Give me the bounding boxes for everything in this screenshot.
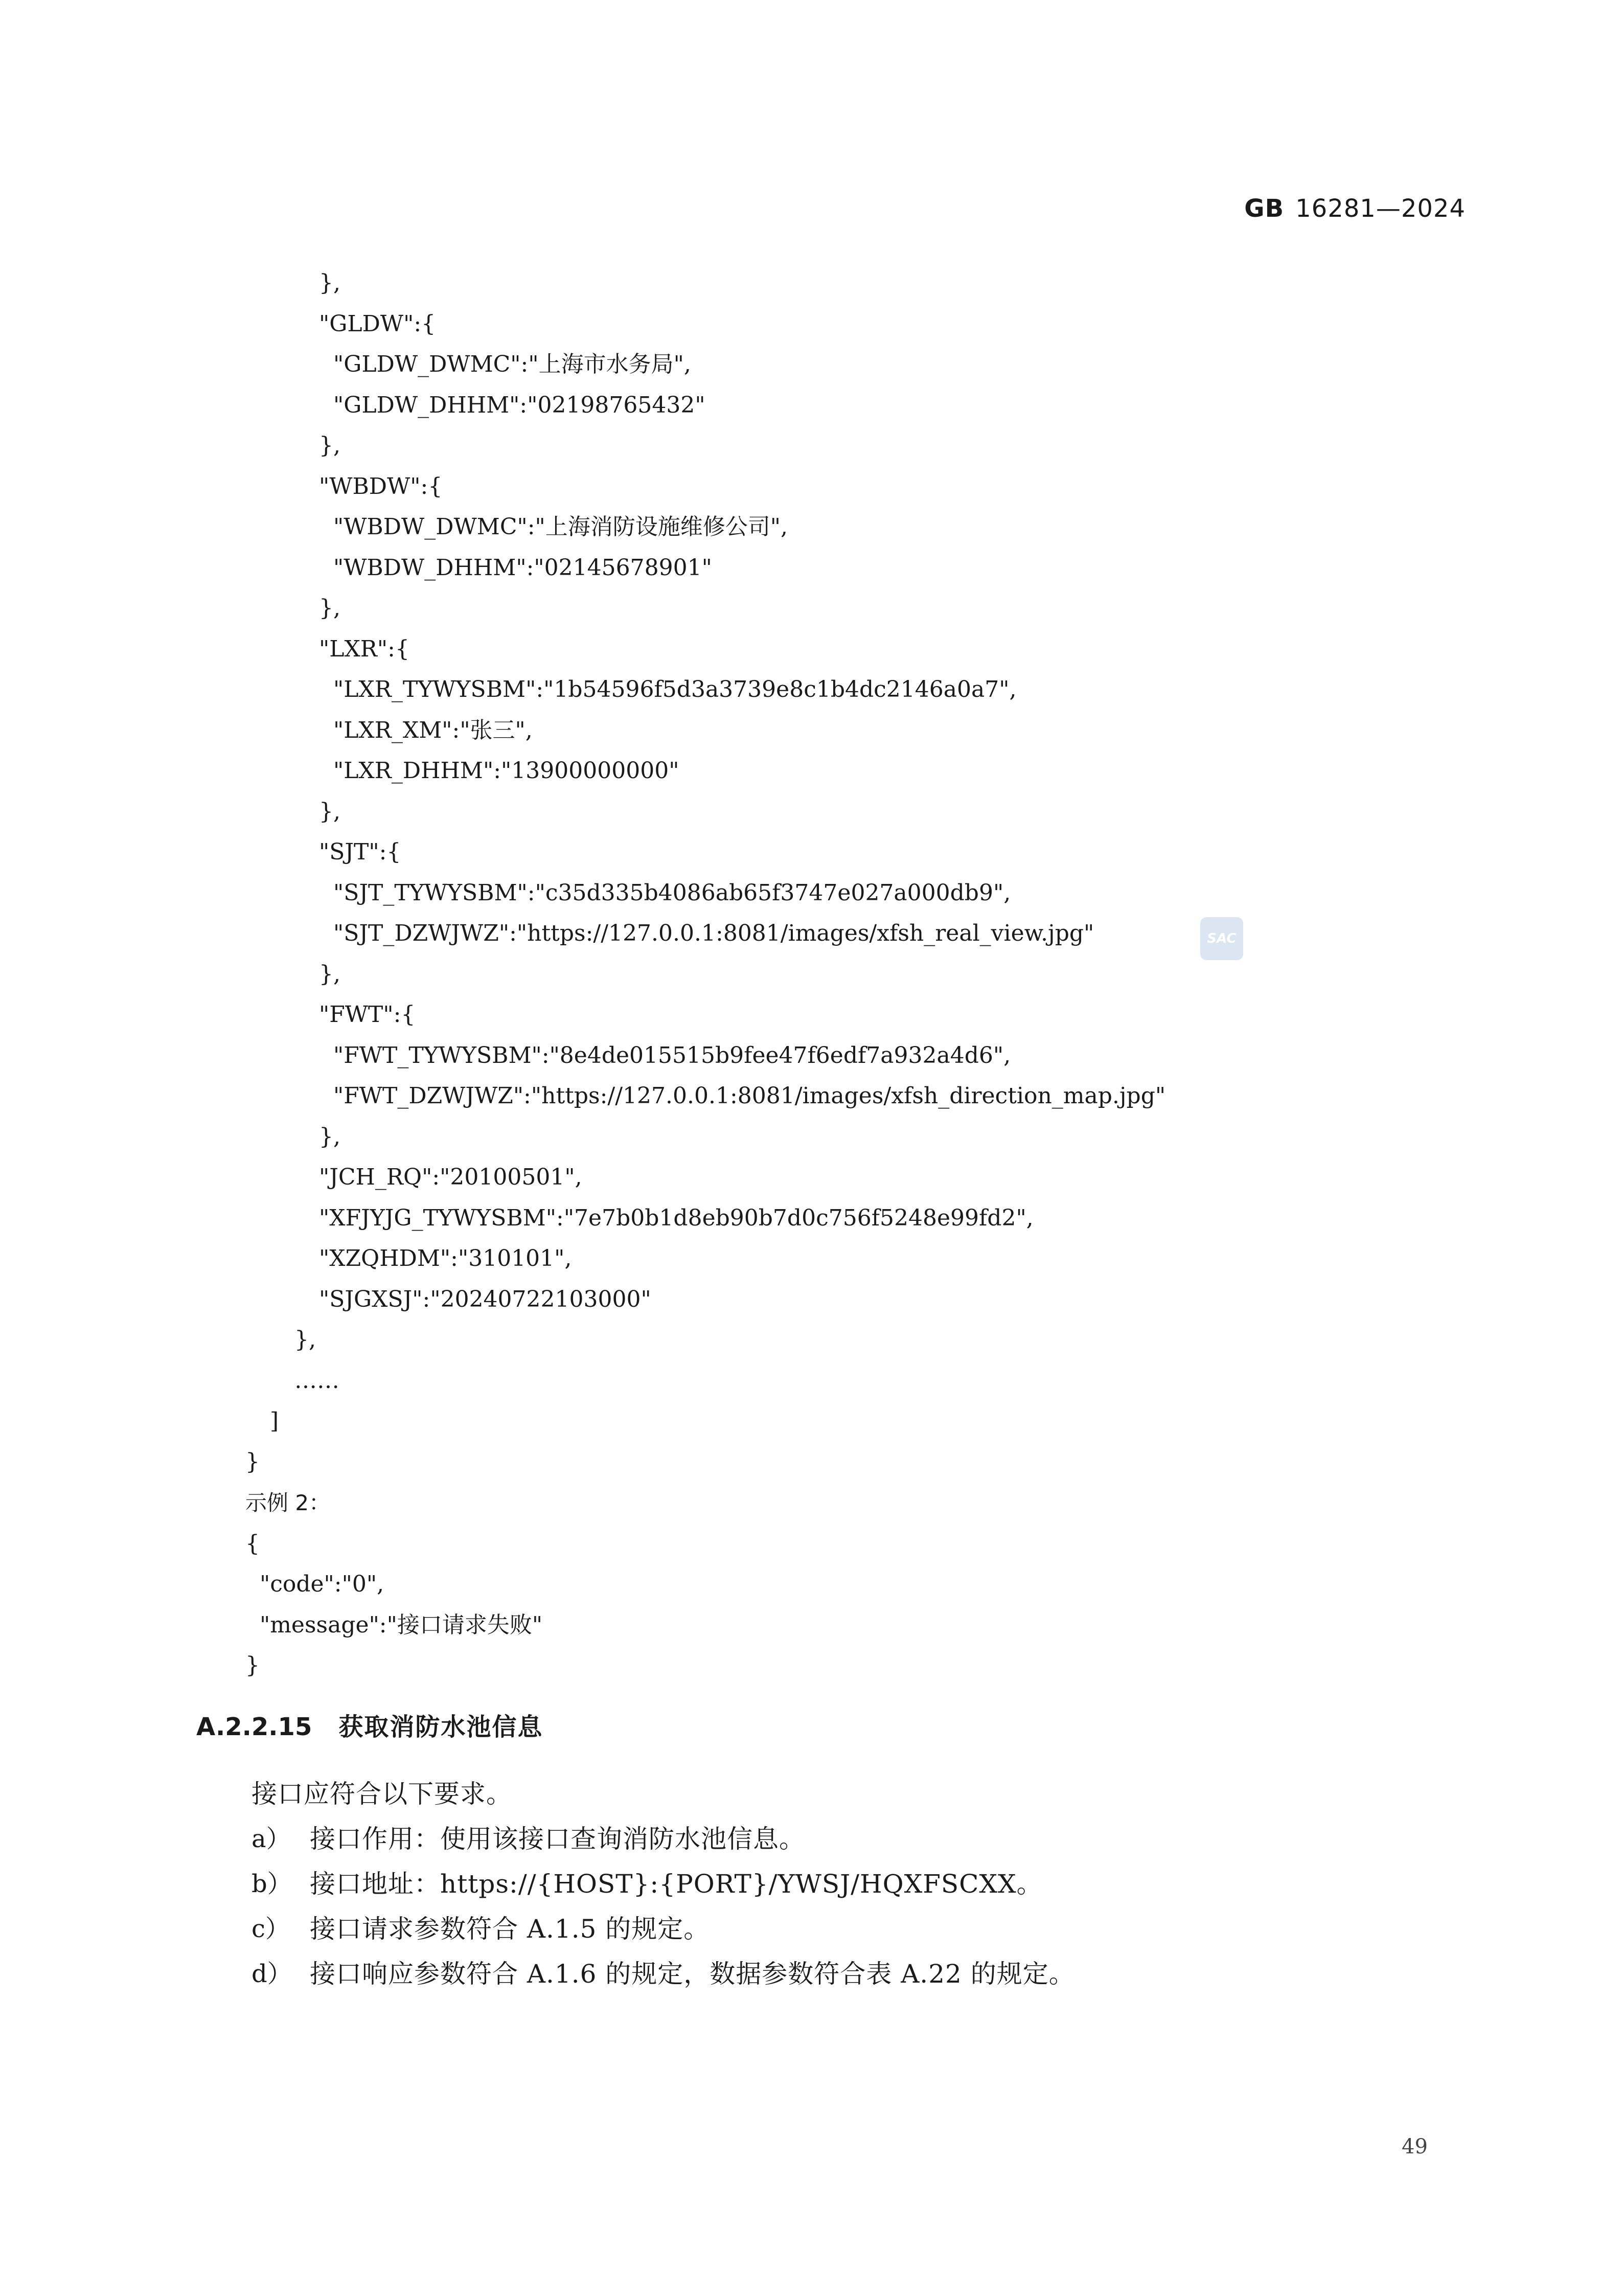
code-line: "LXR_DHHM":"13900000000" [319,758,679,784]
intro-paragraph: 接口应符合以下要求。 [252,1779,512,1809]
code-line: "XFJYJG_TYWYSBM":"7e7b0b1d8eb90b7d0c756f5248e99fd2", [319,1205,1034,1231]
list-item-text: 接口响应参数符合 A.1.6 的规定，数据参数符合表 A.22 的规定。 [310,1959,1075,1989]
document-header [1244,194,1466,223]
list-item-marker: d） [252,1960,292,1988]
standard-prefix: GB [1244,194,1285,223]
code-line: "message":"接口请求失败" [245,1612,543,1638]
code-line: "SJGXSJ":"20240722103000" [319,1286,651,1312]
list-item-marker: a） [252,1825,291,1853]
code-line: "FWT_DZWJWZ":"https://127.0.0.1:8081/images/xfsh_direction_map.jpg" [319,1083,1166,1109]
code-line: "SJT_DZWJWZ":"https://127.0.0.1:8081/images/xfsh_real_view.jpg" [319,920,1094,946]
code-line: "GLDW_DWMC":"上海市水务局", [319,351,691,377]
code-line: "GLDW":{ [319,311,436,337]
section-heading [196,1711,543,1743]
code-line: "LXR_XM":"张三", [319,717,533,743]
code-line: …… [294,1368,339,1394]
code-line: "GLDW_DHHM":"02198765432" [319,392,705,418]
code-line: "FWT":{ [319,1002,416,1028]
code-line: }, [319,270,340,296]
code-line: }, [319,433,340,459]
code-line: }, [319,799,340,825]
code-line: "XZQHDM":"310101", [319,1245,572,1271]
section-title: 获取消防水池信息 [338,1713,543,1741]
code-line: "SJT_TYWYSBM":"c35d335b4086ab65f3747e027a000db9", [319,880,1011,906]
code-line: "SJT":{ [319,839,401,865]
code-line: "WBDW_DHHM":"02145678901" [319,555,712,581]
page-number: 49 [1402,2135,1428,2158]
code-line: ] [270,1408,279,1434]
example-label: 示例 2： [245,1490,331,1515]
code-line: }, [319,1124,340,1150]
code-line: "JCH_RQ":"20100501", [319,1164,582,1190]
sac-watermark-icon: SAC [1200,917,1243,960]
list-item-text: 接口请求参数符合 A.1.5 的规定。 [310,1914,710,1944]
code-line: "WBDW":{ [319,473,443,499]
code-line: "WBDW_DWMC":"上海消防设施维修公司", [319,514,788,540]
code-line: "code":"0", [245,1571,384,1597]
standard-number: 16281—2024 [1295,194,1466,223]
code-line: { [245,1531,260,1557]
list-item-text: 接口作用：使用该接口查询消防水池信息。 [310,1824,805,1854]
list-item-text: 接口地址：https://{HOST}:{PORT}/YWSJ/HQXFSCXX。 [310,1869,1043,1899]
list-item-marker: c） [252,1915,290,1943]
code-line: "LXR":{ [319,636,409,662]
code-line: } [245,1652,260,1678]
code-line: }, [294,1327,316,1353]
list-item-marker: b） [252,1870,292,1898]
code-line: }, [319,961,340,987]
code-line: "FWT_TYWYSBM":"8e4de015515b9fee47f6edf7a932a4d6", [319,1042,1011,1069]
code-line: "LXR_TYWYSBM":"1b54596f5d3a3739e8c1b4dc2146a0a7", [319,676,1017,702]
code-line: } [245,1449,260,1475]
code-line: }, [319,595,340,621]
section-number: A.2.2.15 [196,1713,312,1741]
